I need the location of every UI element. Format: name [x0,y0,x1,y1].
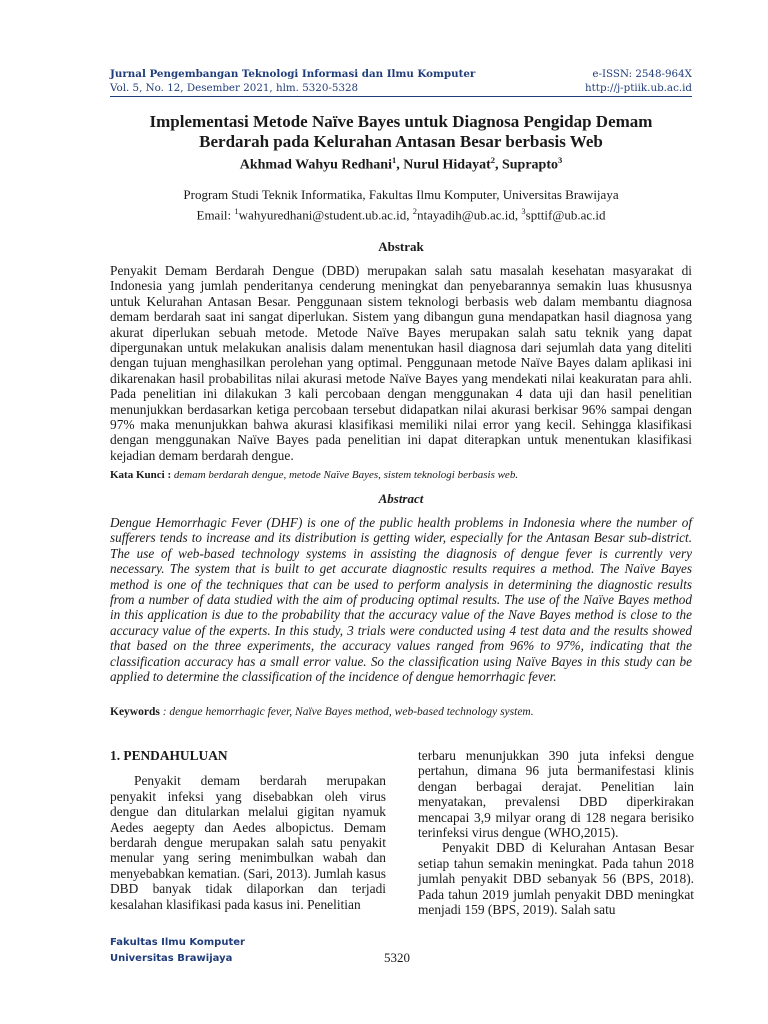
affiliation: Program Studi Teknik Informatika, Fakultas Ilmu Komputer, Universitas Brawijaya [183,187,619,202]
email-1[interactable]: wahyuredhani@student.ub.ac.id, [238,207,413,223]
author-1: Akhmad Wahyu Redhani [239,157,392,173]
journal-url[interactable]: http://j-ptiik.ub.ac.id [585,82,692,94]
column-left [110,748,386,912]
author-2: , Nurul Hidayat [396,157,491,173]
footer-institution [110,935,245,967]
author-3-mark: 3 [558,155,563,165]
email-2[interactable]: ntayadih@ub.ac.id, [417,207,522,223]
footer-faculty: Fakultas Ilmu Komputer [110,937,245,948]
paper-title [110,112,692,152]
keywords [110,706,692,718]
footer-university: Universitas Brawijaya [110,953,233,964]
kata-kunci [110,469,692,481]
email-line [110,203,692,223]
journal-volume: Vol. 5, No. 12, Desember 2021, hlm. 5320-5328 [110,82,359,94]
abstrak-text: Penyakit Demam Berdarah Dengue (DBD) merupakan salah satu masalah kesehatan masyarakat di Indonesia yang jumlah penderitanya cenderung meningkat dan penyebarannya semakin luas khususnya untuk Kelurahan Antasan Besar. Penggunaan sistem teknologi berbasis web dalam membantu diagnosa demam berdarah saat ini sangat diperlukan. Sistem yang dibangun guna mendapatkan hasil diagnosa yang akurat diperlukan sebuah metode. Metode Naïve Bayes merupakan salah satu teknik yang dapat dipergunakan untuk melakukan analisis dalam menentukan hasil diagnosa dari sejumlah data yang diteliti dengan tujuan menghasilkan perolehan yang optimal. Penggunaan metode Naïve Bayes dalam aplikasi ini dikarenakan hasil probabilitas nilai akurasi metode Naïve Bayes yang mendekati nilai keakuratan para ahli. Pada penelitian ini dilakukan 3 kali percobaan dengan menggunakan 4 data uji dan hasil penelitian menunjukkan berdasarkan ketiga percobaan tersebut didapatkan nilai akurasi berkisar 96% sampai dengan 97% maka menunjukkan bahwa akurasi klasifikasi memiliki nilai error yang kecil. Sehingga klasifikasi dengan menggunakan Naïve Bayes pada penelitian ini dapat diterapkan untuk menentukan klasifikasi kejadian demam berdarah dengue. [110,263,692,463]
intro-paragraph-2: terbaru menunjukkan 390 juta infeksi dengue pertahun, dimana 96 juta bermanifestasi klinis dengan berbagai derajat. Penelitian lain menyatakan, prevalensi DBD diperkirakan mencapai 3,9 milyar orang di 128 negara berisiko terinfeksi virus dengue (WHO,2015). [418,748,694,841]
abstract-heading: Abstract [378,491,424,506]
column-right [418,748,694,917]
abstract-text: Dengue Hemorrhagic Fever (DHF) is one of the public health problems in Indonesia where the number of sufferers tends to increase and its distribution is getting wider, especially for the Antasan Besar sub-district. The use of web-based technology systems in assisting the diagnosis of dengue fever is currently very necessary. The system that is built to get accurate diagnostic results requires a method. The Naïve Bayes method is one of the techniques that can be used to perform analysis in determining the diagnostic results from a number of data studied with the aim of producing optimal results. The use of the Naïve Bayes method in this application is due to the probability that the accuracy value of the Nave Bayes method is close to the accuracy value of the experts. In this study, 3 trials were conducted using 4 test data and the results showed that based on the three experiments, the accuracy values ranged from 96% to 97%, indicating that the classification accuracy has a small error value. So the classification using Naïve Bayes in this study can be applied to determine the classification of the incidence of dengue hemorrhagic fever. [110,515,692,685]
email-3-mark: 3 [521,206,526,216]
page-number: 5320 [384,950,410,965]
email-1-mark: 1 [234,206,239,216]
header-rule [110,96,692,97]
journal-name: Jurnal Pengembangan Teknologi Informasi dan Ilmu Komputer [110,68,476,80]
title-line-1: Implementasi Metode Naïve Bayes untuk Diagnosa Pengidap Demam [149,112,653,131]
email-3[interactable]: spttif@ub.ac.id [525,207,606,223]
affiliation-block [110,187,692,223]
author-2-mark: 2 [490,155,495,165]
email-prefix: Email: [196,207,235,223]
keywords-label: Keywords [110,706,160,718]
author-3: , Suprapto [494,157,559,173]
intro-paragraph-3: Penyakit DBD di Kelurahan Antasan Besar setiap tahun semakin meningkat. Pada tahun 2018 jumlah penyakit DBD sebanyak 56 (BPS, 2018). Pada tahun 2019 jumlah penyakit DBD meningkat menjadi 159 (BPS, 2019). Salah satu [418,840,694,918]
section-heading: 1. PENDAHULUAN [110,748,228,763]
title-line-2: Berdarah pada Kelurahan Antasan Besar berbasis Web [199,132,603,151]
keywords-text: : dengue hemorrhagic fever, Naïve Bayes method, web-based technology system. [159,706,534,718]
author-1-mark: 1 [391,155,397,165]
kata-kunci-label: Kata Kunci : [110,469,174,481]
intro-paragraph-1: Penyakit demam berdarah merupakan penyakit infeksi yang disebabkan oleh virus dengue dan ditularkan melalui gigitan nyamuk Aedes aegepty dan Aedes albopictus. Demam berdarah dengue merupakan salah satu penyakit menular yang sering menimbulkan wabah dan menyebabkan kematian. (Sari, 2013). Jumlah kasus DBD banyak tidak dilaporkan dan terjadi kesalahan klasifikasi pada kasus ini. Penelitian [110,773,386,912]
kata-kunci-text: demam berdarah dengue, metode Naïve Bayes, sistem teknologi berbasis web. [173,469,519,481]
abstrak-heading: Abstrak [378,239,424,254]
journal-issn: e-ISSN: 2548-964X [592,68,692,80]
email-2-mark: 2 [412,206,417,216]
author-list [110,155,692,174]
